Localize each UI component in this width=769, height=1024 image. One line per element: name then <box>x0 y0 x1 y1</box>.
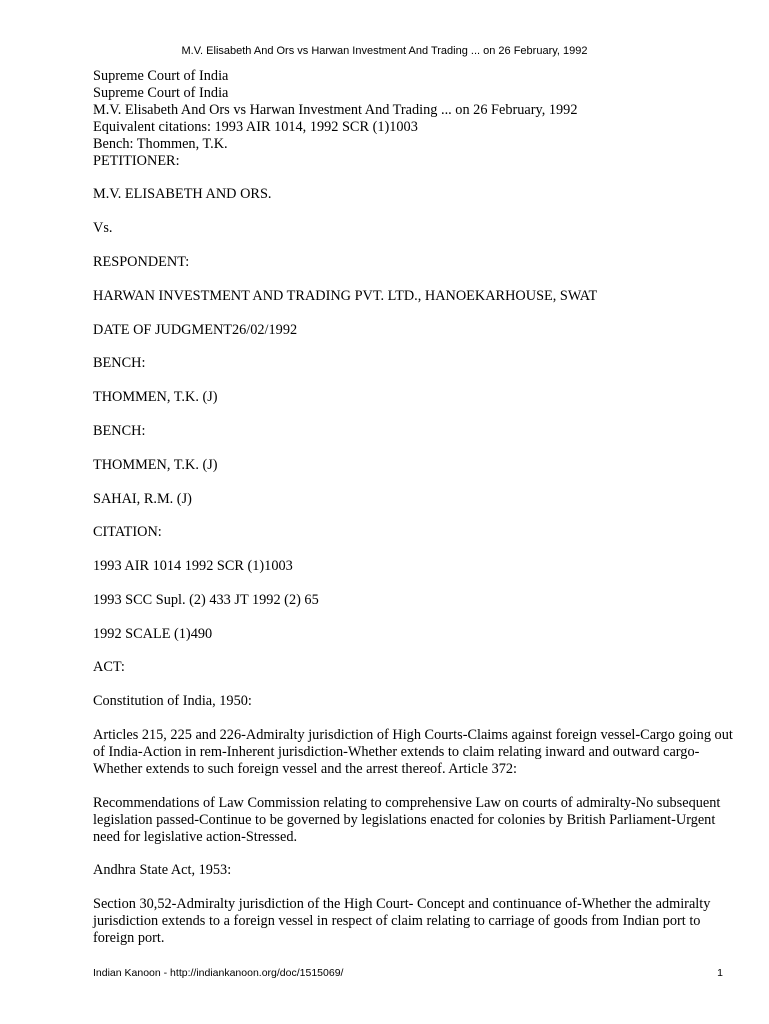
bench-label: BENCH: <box>93 422 146 439</box>
court-name: Supreme Court of India <box>93 68 229 84</box>
versus-label: Vs. <box>93 220 113 237</box>
respondent-name: HARWAN INVESTMENT AND TRADING PVT. LTD., HANOEKARHOUSE, SWAT <box>93 287 598 304</box>
footer-source-link[interactable]: Indian Kanoon - http://indiankanoon.org/doc/1515069/ <box>93 967 344 979</box>
bench-judge: SAHAI, R.M. (J) <box>93 490 192 507</box>
document-heading-block <box>93 68 733 169</box>
citation-entry: 1992 SCALE (1)490 <box>93 625 213 642</box>
citation-entry: 1993 AIR 1014 1992 SCR (1)1003 <box>93 558 293 575</box>
bench-label: BENCH: <box>93 355 146 372</box>
citation-label: CITATION: <box>93 524 162 541</box>
bench-line: Bench: Thommen, T.K. <box>93 135 228 152</box>
act-label: ACT: <box>93 659 125 676</box>
document-body <box>93 68 733 947</box>
act-heading-andhra: Andhra State Act, 1953: <box>93 862 232 879</box>
paragraph-section: Section 30,52-Admiralty jurisdiction of the High Court- Concept and continuance of-Whether the admiralty jurisdiction extends to a foreign vessel in respect of claim relating to carriage of goods from Indian port to foreign port. <box>93 896 711 946</box>
bench-judge: THOMMEN, T.K. (J) <box>93 456 218 473</box>
paragraph-articles: Articles 215, 225 and 226-Admiralty jurisdiction of High Courts-Claims against foreign vessel-Cargo going out of India-Action in rem-Inherent jurisdiction-Whether extends to claim relating inward and outward cargo-Whether extends to such foreign vessel and the arrest thereof. Article 372: <box>93 727 733 777</box>
petitioner-name: M.V. ELISABETH AND ORS. <box>93 186 272 203</box>
running-header: M.V. Elisabeth And Ors vs Harwan Investment And Trading ... on 26 February, 1992 <box>181 45 588 57</box>
petitioner-label: PETITIONER: <box>93 152 180 169</box>
court-name: Supreme Court of India <box>93 84 229 101</box>
bench-judge: THOMMEN, T.K. (J) <box>93 389 218 406</box>
case-title: M.V. Elisabeth And Ors vs Harwan Investment And Trading ... on 26 February, 1992 <box>93 101 578 118</box>
act-heading-constitution: Constitution of India, 1950: <box>93 693 252 710</box>
page-number: 1 <box>717 967 723 979</box>
paragraph-recommendations: Recommendations of Law Commission relating to comprehensive Law on courts of admiralty-No subsequent legislation passed-Continue to be governed by legislations enacted for colonies by British Parliament-Urgent need for legislative action-Stressed. <box>93 794 721 845</box>
equivalent-citations: Equivalent citations: 1993 AIR 1014, 1992 SCR (1)1003 <box>93 118 418 135</box>
date-of-judgment: DATE OF JUDGMENT26/02/1992 <box>93 321 298 338</box>
respondent-label: RESPONDENT: <box>93 253 190 270</box>
citation-entry: 1993 SCC Supl. (2) 433 JT 1992 (2) 65 <box>93 591 319 608</box>
